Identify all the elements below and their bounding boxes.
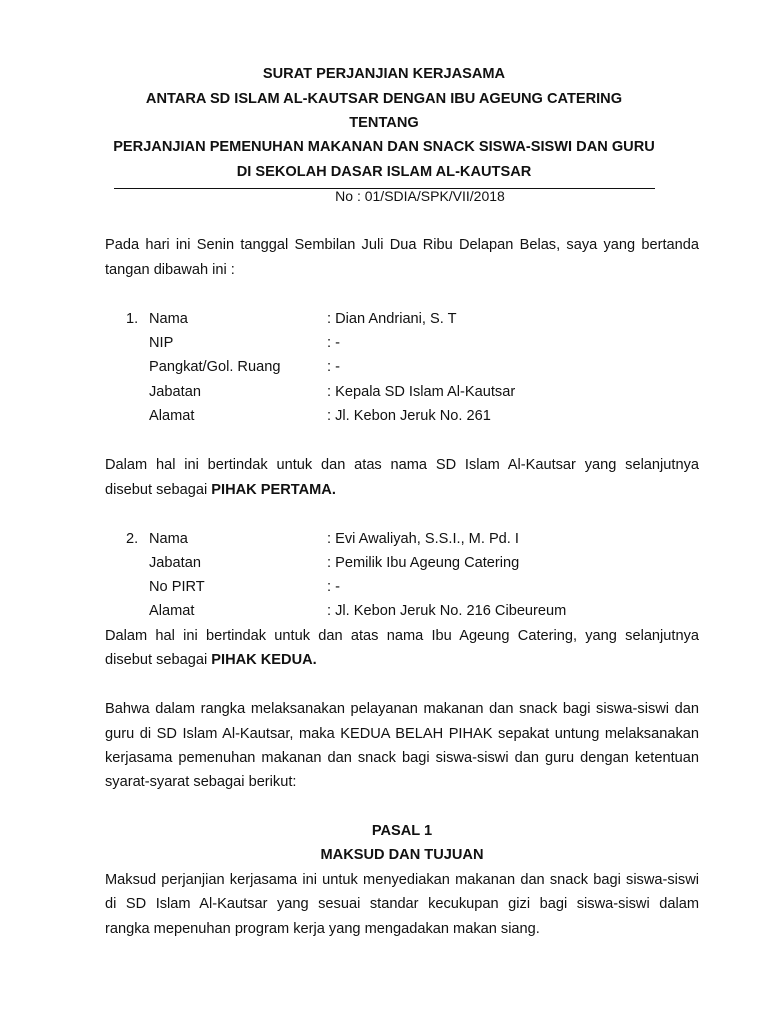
pasal1-line-2: di SD Islam Al-Kautsar yang sesuai standar kecukupan gizi bagi siswa-siswi dalam: [105, 896, 699, 912]
party2-statement-prefix: disebut sebagai: [105, 652, 212, 668]
document-tentang-line: TENTANG: [349, 115, 419, 131]
pasal1-title: PASAL 1: [371, 823, 433, 839]
pasal1-subtitle: MAKSUD DAN TUJUAN: [320, 847, 484, 863]
party2-label-alamat: Alamat: [149, 603, 195, 619]
document-number: No : 01/SDIA/SPK/VII/2018: [335, 188, 505, 204]
pasal1-line-1: Maksud perjanjian kerjasama ini untuk menyediakan makanan dan snack bagi siswa-siswi: [105, 872, 699, 888]
party2-statement-line-2: [105, 652, 699, 668]
agreement-line-3: kerjasama pemenuhan makanan dan snack bagi siswa-siswi dan guru dengan ketentuan: [105, 750, 699, 766]
party2-label-nama: Nama: [149, 531, 188, 547]
party1-label-jabatan: Jabatan: [149, 384, 201, 400]
party2-label-pirt: No PIRT: [149, 579, 205, 595]
party2-value-alamat: : Jl. Kebon Jeruk No. 216 Cibeureum: [327, 603, 567, 619]
agreement-line-2: guru di SD Islam Al-Kautsar, maka KEDUA BELAH PIHAK sepakat untung melaksanakan: [105, 726, 699, 742]
document-title: SURAT PERJANJIAN KERJASAMA: [262, 66, 506, 82]
party2-designation: PIHAK KEDUA.: [211, 652, 317, 668]
intro-line-2: tangan dibawah ini :: [105, 262, 235, 278]
party1-value-jabatan: : Kepala SD Islam Al-Kautsar: [327, 384, 516, 400]
party1-statement-line-1: Dalam hal ini bertindak untuk dan atas nama SD Islam Al-Kautsar yang selanjutnya: [105, 457, 699, 473]
party1-number: 1.: [126, 311, 139, 327]
party1-statement-line-2: [105, 482, 699, 498]
party2-value-jabatan: : Pemilik Ibu Ageung Catering: [327, 555, 520, 571]
party2-value-nama: : Evi Awaliyah, S.S.I., M. Pd. I: [327, 531, 519, 547]
party1-label-nip: NIP: [149, 335, 174, 351]
party1-value-nama: : Dian Andriani, S. T: [327, 311, 457, 327]
intro-line-1: Pada hari ini Senin tanggal Sembilan Juli Dua Ribu Delapan Belas, saya yang bertanda: [105, 237, 699, 253]
party1-designation: PIHAK PERTAMA.: [211, 482, 336, 498]
party1-statement-prefix: disebut sebagai: [105, 482, 212, 498]
party1-label-alamat: Alamat: [149, 408, 195, 424]
party2-statement-line-1: Dalam hal ini bertindak untuk dan atas nama Ibu Ageung Catering, yang selanjutnya: [105, 628, 699, 644]
party1-value-pangkat: : -: [327, 359, 340, 375]
party2-number: 2.: [126, 531, 139, 547]
agreement-line-4: syarat-syarat sebagai berikut:: [105, 774, 297, 790]
party2-value-pirt: : -: [327, 579, 340, 595]
party1-value-alamat: : Jl. Kebon Jeruk No. 261: [327, 408, 491, 424]
pasal1-line-3: rangka mepenuhan program kerja yang mengadakan makan siang.: [105, 921, 540, 937]
party1-value-nip: : -: [327, 335, 340, 351]
document-school-line: DI SEKOLAH DASAR ISLAM AL-KAUTSAR: [236, 164, 532, 180]
agreement-line-1: Bahwa dalam rangka melaksanakan pelayanan makanan dan snack bagi siswa-siswi dan: [105, 701, 699, 717]
document-subject-line: PERJANJIAN PEMENUHAN MAKANAN DAN SNACK SISWA-SISWI DAN GURU: [113, 139, 655, 155]
party1-label-pangkat: Pangkat/Gol. Ruang: [149, 359, 281, 375]
party2-label-jabatan: Jabatan: [149, 555, 201, 571]
document-parties-line: ANTARA SD ISLAM AL-KAUTSAR DENGAN IBU AGEUNG CATERING: [145, 91, 623, 107]
party1-label-nama: Nama: [149, 311, 188, 327]
